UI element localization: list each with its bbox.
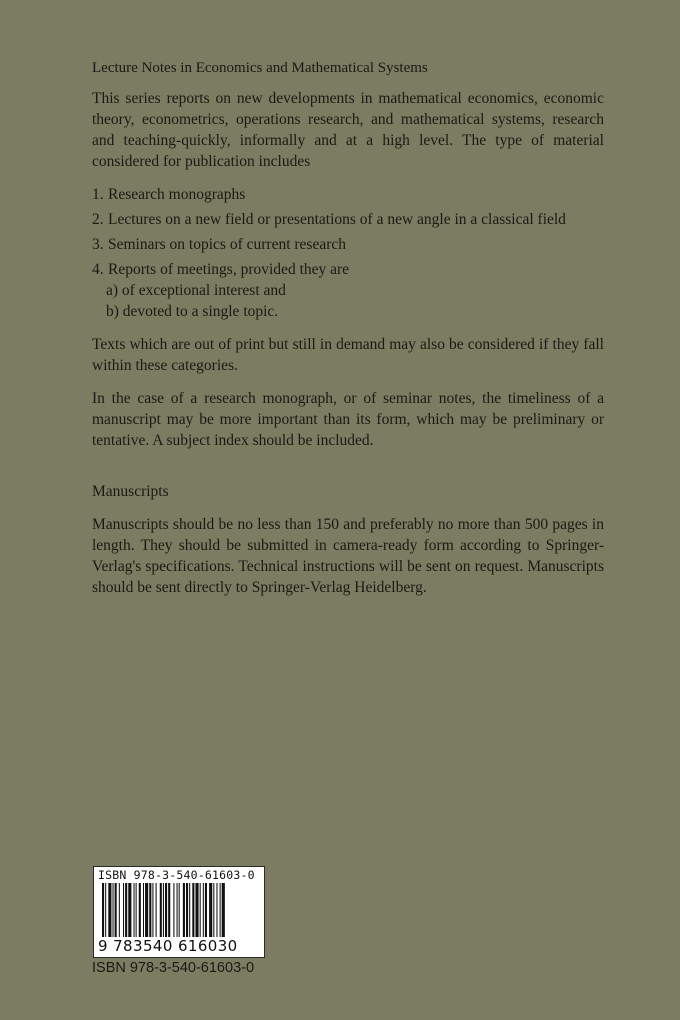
barcode-bar	[205, 883, 207, 937]
barcode-bar	[222, 883, 225, 937]
manuscripts-paragraph: Manuscripts should be no less than 150 and preferably no more than 500 pages in length. They should be submitted in camera-ready form according to Springer-Verlag's specifications. Technical instructions will be sent on request. Manuscripts should be sent directly to Springer-Verlag Heidelberg.	[92, 516, 604, 596]
barcode-bar	[168, 883, 170, 937]
barcode-bar	[115, 883, 117, 937]
sub-list-item: b) devoted to a single topic.	[106, 303, 279, 320]
list-text: Lectures on a new field or presentations of a new angle in a classical field	[108, 211, 566, 228]
series-title: Lecture Notes in Economics and Mathematical Systems	[92, 60, 428, 76]
back-cover-text	[92, 58, 604, 610]
isbn-barcode	[93, 866, 265, 958]
sub-list-item: a) of exceptional interest and	[106, 282, 286, 299]
sub-list-container	[92, 280, 604, 322]
list-item	[92, 234, 604, 255]
barcode-digits: 9 783540 616030	[98, 937, 238, 955]
list-text: Reports of meetings, provided they are	[108, 261, 350, 278]
barcode-bar	[145, 883, 148, 937]
manuscripts-heading: Manuscripts	[92, 483, 169, 500]
barcode-bars-graphic	[100, 883, 258, 937]
list-text: Research monographs	[108, 186, 246, 203]
barcode-bar	[102, 883, 104, 937]
list-number: 3.	[92, 236, 104, 253]
barcode-bar	[189, 883, 190, 937]
barcode-bar	[177, 883, 178, 937]
barcode-bar	[152, 883, 153, 937]
barcode-bar	[163, 883, 164, 937]
barcode-bar	[128, 883, 131, 937]
barcode-isbn-label: ISBN 978-3-540-61603-0	[98, 868, 255, 882]
barcode-bar	[125, 883, 127, 937]
intro-paragraph: This series reports on new developments in mathematical economics, economic theory, econometrics, operations research, and mathematical systems, research and teaching-quickly, informally and at a high level. The type of material considered for publication includes	[92, 90, 604, 170]
barcode-bar	[165, 883, 167, 937]
barcode-bar	[143, 883, 144, 937]
barcode-bar	[183, 883, 185, 937]
barcode-bar	[179, 883, 180, 937]
barcode-bar	[123, 883, 124, 937]
barcode-bar	[108, 883, 111, 937]
barcode-bar	[216, 883, 217, 937]
list-item	[92, 209, 604, 230]
out-of-print-paragraph: Texts which are out of print but still in demand may also be considered if they fall within these categories.	[92, 336, 604, 374]
isbn-text: ISBN 978-3-540-61603-0	[92, 960, 255, 976]
publication-types-list	[92, 184, 604, 322]
list-item	[92, 184, 604, 205]
barcode-bar	[113, 883, 114, 937]
barcode-bar	[134, 883, 135, 937]
barcode-bar	[149, 883, 151, 937]
list-number: 4.	[92, 261, 104, 278]
barcode-bar	[160, 883, 162, 937]
barcode-bar	[119, 883, 120, 937]
barcode-bar	[203, 883, 204, 937]
barcode-bar	[209, 883, 212, 937]
barcode-bar	[220, 883, 221, 937]
barcode-bar	[186, 883, 188, 937]
barcode-bar	[156, 883, 157, 937]
list-number: 1.	[92, 186, 104, 203]
barcode-bar	[136, 883, 137, 937]
barcode-bar	[195, 883, 198, 937]
list-number: 2.	[92, 211, 104, 228]
barcode-bar	[173, 883, 174, 937]
barcode-bar	[192, 883, 194, 937]
barcode-bar	[213, 883, 214, 937]
list-item	[92, 259, 604, 280]
barcode-bar	[200, 883, 201, 937]
list-text: Seminars on topics of current research	[108, 236, 347, 253]
barcode-bar	[105, 883, 106, 937]
barcode-bar	[139, 883, 141, 937]
sub-list	[92, 280, 604, 322]
timeliness-paragraph: In the case of a research monograph, or of seminar notes, the timeliness of a manuscript may be more important than its form, which may be preliminary or tentative. A subject index should be included.	[92, 390, 604, 449]
